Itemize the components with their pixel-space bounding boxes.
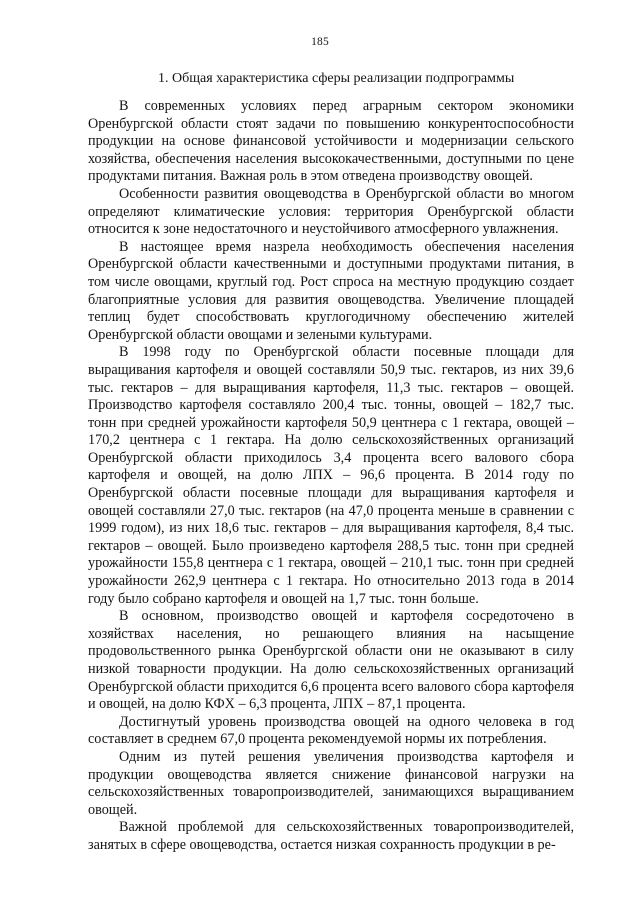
paragraph-7: Одним из путей решения увеличения производства картофеля и продукции овощеводства является снижение финансовой нагрузки на сельскохозяйственных товаропроизводителей, занимающихся выращиванием овощей.: [88, 748, 574, 818]
paragraph-4: В 1998 году по Оренбургской области посевные площади для выращивания картофеля и овощей составляли 50,9 тыс. гектаров, из них 39,6 тыс. гектаров – для выращивания картофеля, 11,3 тыс. гектаров – овощей. Производство картофеля составляло 200,4 тыс. тонны, овощей – 182,7 тыс. тонн при средней урожайности картофеля 50,9 центнера с 1 гектара, овощей – 170,2 центнера с 1 гектара. На долю сельскохозяйственных организаций Оренбургской области приходилось 3,4 процента всего валового сбора картофеля и овощей, на долю ЛПХ – 96,6 процента. В 2014 году по Оренбургской области посевные площади для выращивания картофеля и овощей составляли 27,0 тыс. гектаров (на 47,0 процента меньше в сравнении с 1999 годом), из них 18,6 тыс. гектаров – для выращивания картофеля, 8,4 тыс. гектаров – овощей. Было произведено картофеля 288,5 тыс. тонн при средней урожайности 155,8 центнера с 1 гектара, овощей – 210,1 тыс. тонн при средней урожайности 262,9 центнера с 1 гектара. Но относительно 2013 года в 2014 году было собрано картофеля и овощей на 1,7 тыс. тонн больше.: [88, 344, 574, 607]
paragraph-6: Достигнутый уровень производства овощей на одного человека в год составляет в среднем 67,0 процента рекомендуемой нормы их потребления.: [88, 713, 574, 748]
paragraph-3: В настоящее время назрела необходимость обеспечения населения Оренбургской области качественными и доступными продуктами питания, в том числе овощами, круглый год. Рост спроса на местную продукцию создает благоприятные условия для развития овощеводства. Увеличение площадей теплиц будет способствовать круглогодичному обеспечению жителей Оренбургской области овощами и зелеными культурами.: [88, 238, 574, 343]
section-title: 1. Общая характеристика сферы реализации подпрограммы: [158, 71, 515, 86]
paragraph-1: В современных условиях перед аграрным сектором экономики Оренбургской области стоят задачи по повышению конкурентоспособности продукции на основе финансовой устойчивости и модернизации сельского хозяйства, обеспечения населения высококачественными, доступными по цене продуктами питания. Важная роль в этом отведена производству овощей.: [88, 98, 574, 185]
paragraph-2: Особенности развития овощеводства в Оренбургской области во многом определяют климатические условия: территория Оренбургской области относится к зоне недостаточного и неустойчивого атмосферного увлажнения.: [88, 185, 574, 238]
body-text: [88, 98, 574, 855]
paragraph-5: В основном, производство овощей и картофеля сосредоточено в хозяйствах населения, но решающего влияния на насыщение продовольственного рынка Оренбургской области они не оказывают в силу низкой товарности продукции. На долю сельскохозяйственных организаций Оренбургской области приходится 6,6 процента всего валового сбора картофеля и овощей, на долю КФХ – 6,3 процента, ЛПХ – 87,1 процента.: [88, 608, 574, 713]
paragraph-8: Важной проблемой для сельскохозяйственных товаропроизводителей, занятых в сфере овощеводства, остается низкая сохранность продукции в ре-: [88, 819, 574, 853]
page-number: 185: [311, 36, 329, 48]
